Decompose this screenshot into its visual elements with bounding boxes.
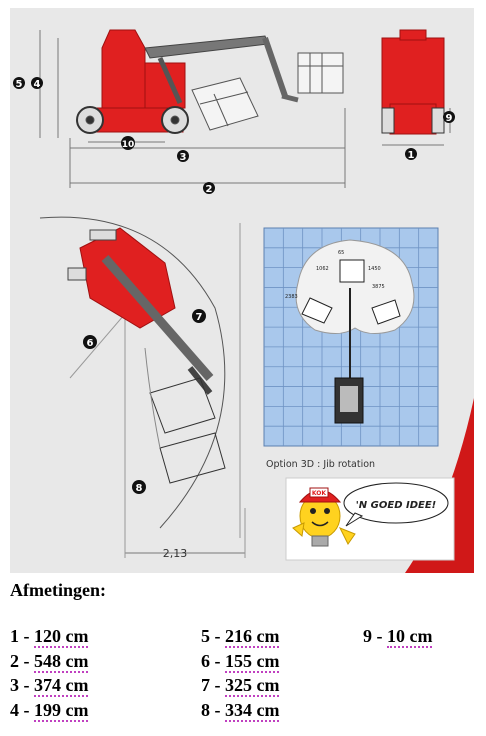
dimension-5 bbox=[201, 626, 279, 647]
svg-text:4: 4 bbox=[33, 79, 41, 90]
dimension-value: 334 cm bbox=[225, 700, 280, 720]
bubble-text: 'N GOED IDEE! bbox=[355, 500, 437, 511]
logo-text: KOK bbox=[311, 490, 327, 497]
dimension-label: 4 - bbox=[10, 700, 34, 720]
front-view bbox=[382, 30, 450, 145]
inset-dim-2383: 2383 bbox=[285, 294, 298, 300]
dimension-8 bbox=[201, 700, 279, 721]
dimension-value: 325 cm bbox=[225, 675, 280, 695]
dimension-7 bbox=[201, 675, 279, 696]
inset-dim-65: 65 bbox=[338, 250, 345, 256]
dimension-label: 2 - bbox=[10, 651, 34, 671]
top-view-width-label: 2,13 bbox=[162, 547, 188, 560]
callout-10 bbox=[121, 136, 135, 150]
inset-dim-3875: 3875 bbox=[372, 284, 385, 290]
dimension-value: 216 cm bbox=[225, 626, 280, 646]
dimension-value: 10 cm bbox=[387, 626, 433, 646]
svg-text:8: 8 bbox=[135, 483, 143, 494]
svg-text:10: 10 bbox=[121, 140, 135, 150]
kok-idea-logo bbox=[286, 478, 454, 560]
side-view bbox=[40, 30, 345, 188]
dimensions-heading: Afmetingen: bbox=[10, 580, 106, 600]
svg-text:1: 1 bbox=[407, 150, 415, 161]
option-caption: Option 3D : Jib rotation bbox=[266, 459, 376, 470]
callout-3 bbox=[177, 150, 189, 163]
svg-text:2: 2 bbox=[205, 184, 213, 195]
svg-text:9: 9 bbox=[445, 113, 453, 124]
svg-text:6: 6 bbox=[86, 338, 94, 349]
svg-text:3: 3 bbox=[179, 152, 187, 163]
svg-text:5: 5 bbox=[15, 79, 23, 90]
dimension-value: 199 cm bbox=[34, 700, 89, 720]
dimension-9 bbox=[363, 626, 432, 647]
callout-7 bbox=[192, 309, 206, 323]
dimension-value: 120 cm bbox=[34, 626, 89, 646]
jib-rotation-inset bbox=[264, 228, 438, 446]
dimension-label: 1 - bbox=[10, 626, 34, 646]
dimension-3 bbox=[10, 675, 88, 696]
callout-9 bbox=[443, 111, 455, 124]
technical-drawing-panel bbox=[10, 8, 474, 573]
dimension-label: 5 - bbox=[201, 626, 225, 646]
top-view bbox=[40, 217, 245, 558]
inset-dim-1062: 1062 bbox=[316, 266, 329, 272]
dimension-label: 8 - bbox=[201, 700, 225, 720]
callout-4 bbox=[31, 77, 43, 90]
callout-8 bbox=[132, 480, 146, 494]
inset-dim-1450: 1450 bbox=[368, 266, 381, 272]
dimension-6 bbox=[201, 651, 279, 672]
dimension-label: 9 - bbox=[363, 626, 387, 646]
callout-6 bbox=[83, 335, 97, 349]
dimension-2 bbox=[10, 651, 88, 672]
callout-2 bbox=[203, 182, 215, 195]
callout-1 bbox=[405, 148, 417, 161]
dimension-label: 6 - bbox=[201, 651, 225, 671]
dimension-value: 155 cm bbox=[225, 651, 280, 671]
dimension-value: 374 cm bbox=[34, 675, 89, 695]
dimension-1 bbox=[10, 626, 88, 647]
svg-text:7: 7 bbox=[195, 312, 203, 323]
callout-5 bbox=[13, 77, 25, 90]
dimension-value: 548 cm bbox=[34, 651, 89, 671]
dimension-4 bbox=[10, 700, 88, 721]
dimension-label: 7 - bbox=[201, 675, 225, 695]
technical-drawing bbox=[10, 8, 474, 573]
dimension-label: 3 - bbox=[10, 675, 34, 695]
